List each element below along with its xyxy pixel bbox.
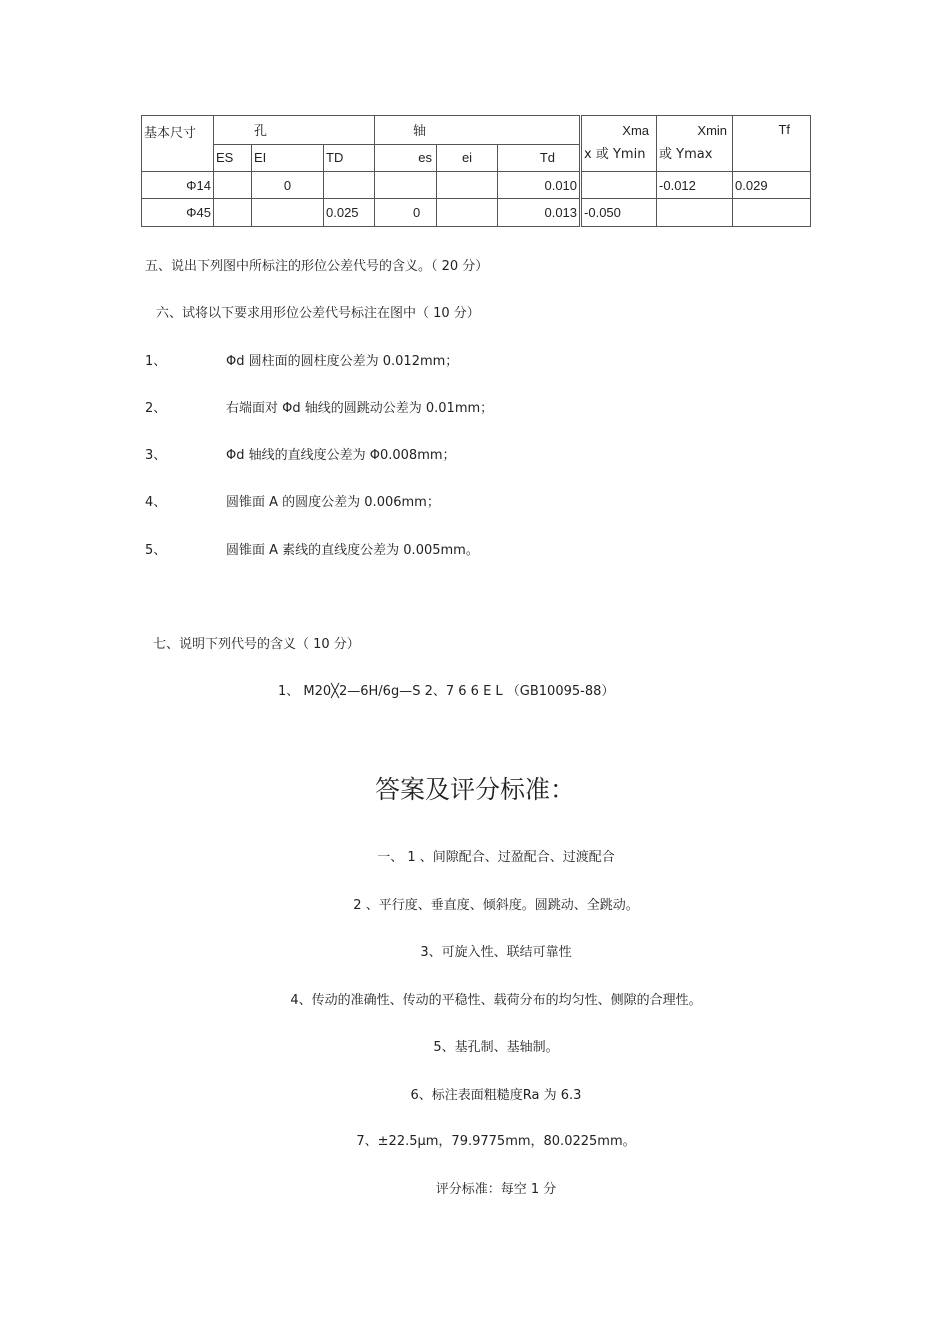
table-cell xyxy=(324,171,375,198)
answer-line: 6、标注表面粗糙度Ra 为 6.3 xyxy=(410,1088,582,1103)
subheader-ei-shaft: ei xyxy=(437,144,498,171)
answer-line: 2 、平行度、垂直度、倾斜度。圆跳动、全跳动。 xyxy=(353,898,639,913)
subheader-ei-hole: EI xyxy=(252,144,324,171)
table-cell: 0.013 xyxy=(498,199,581,227)
list-item xyxy=(145,491,745,509)
header-xmin xyxy=(657,116,733,172)
table-cell xyxy=(214,199,252,227)
table-cell xyxy=(437,199,498,227)
table-cell: 0 xyxy=(375,199,437,227)
table-row xyxy=(142,171,811,198)
item-number: 4、 xyxy=(145,495,167,510)
answer-line: 4、传动的准确性、传动的平稳性、载荷分布的均匀性、侧隙的合理性。 xyxy=(290,993,702,1008)
subheader-es-shaft: es xyxy=(375,144,437,171)
subheader-td-shaft: Td xyxy=(498,144,581,171)
header-basic-size: 基本尺寸 xyxy=(142,116,214,172)
tolerance-table xyxy=(141,115,811,227)
table-cell: -0.012 xyxy=(657,171,733,198)
table-cell: 0.010 xyxy=(498,171,581,198)
header-shaft: 轴 xyxy=(375,116,581,145)
table-cell xyxy=(214,171,252,198)
table-header-row xyxy=(142,116,811,145)
section5-heading: 五、说出下列图中所标注的形位公差代号的含义。（ 20 分） xyxy=(145,259,489,274)
header-xmax-bottom: x 或 Ymin xyxy=(584,147,646,163)
table-cell: 0 xyxy=(252,171,324,198)
item-number: 2、 xyxy=(145,401,167,416)
section7-heading: 七、说明下列代号的含义（ 10 分） xyxy=(153,637,360,652)
subheader-td-hole: TD xyxy=(324,144,375,171)
table-cell xyxy=(375,171,437,198)
scoring-standard: 评分标准：每空 1 分 xyxy=(435,1182,557,1197)
table-cell xyxy=(733,199,811,227)
table-cell xyxy=(657,199,733,227)
table-cell: -0.050 xyxy=(581,199,657,227)
table-cell: 0.025 xyxy=(324,199,375,227)
item-number: 1、 xyxy=(145,354,167,369)
answer-line: 5、基孔制、基轴制。 xyxy=(433,1040,559,1055)
table-cell xyxy=(437,171,498,198)
list-item xyxy=(145,444,745,462)
table-cell: 0.029 xyxy=(733,171,811,198)
row-size: Φ14 xyxy=(142,171,214,198)
list-item xyxy=(145,539,745,557)
section7-codes: 1、 M20╳2—6H/6g—S 2、7 6 6 E L （GB10095-88） xyxy=(278,684,615,699)
table-row xyxy=(142,199,811,227)
item-number: 5、 xyxy=(145,543,167,558)
item-text: 圆锥面 A 素线的直线度公差为 0.005mm。 xyxy=(226,543,479,558)
table-cell xyxy=(252,199,324,227)
answer-line: 7、±22.5μm，79.9775mm，80.0225mm。 xyxy=(356,1134,636,1149)
list-item xyxy=(145,350,745,368)
answers-title: 答案及评分标准： xyxy=(374,775,575,804)
header-xmin-bottom: 或 Ymax xyxy=(659,147,713,163)
header-xmin-top: Xmin xyxy=(697,123,728,139)
header-tf: Tf xyxy=(733,116,811,172)
header-xmax-top: Xma xyxy=(622,123,650,139)
answer-line: 3、可旋入性、联结可靠性 xyxy=(420,945,572,960)
header-xmax xyxy=(581,116,657,172)
header-hole: 孔 xyxy=(214,116,375,145)
section6-heading: 六、试将以下要求用形位公差代号标注在图中（ 10 分） xyxy=(156,306,480,321)
answer-line: 一、 1 、间隙配合、过盈配合、过渡配合 xyxy=(377,850,615,865)
row-size: Φ45 xyxy=(142,199,214,227)
list-item xyxy=(145,397,745,415)
item-text: Φd 轴线的直线度公差为 Φ0.008mm； xyxy=(226,448,456,463)
item-number: 3、 xyxy=(145,448,167,463)
table-cell xyxy=(581,171,657,198)
item-text: 圆锥面 A 的圆度公差为 0.006mm； xyxy=(226,495,440,510)
item-text: 右端面对 Φd 轴线的圆跳动公差为 0.01mm； xyxy=(226,401,494,416)
subheader-es-hole: ES xyxy=(214,144,252,171)
item-text: Φd 圆柱面的圆柱度公差为 0.012mm； xyxy=(226,354,459,369)
